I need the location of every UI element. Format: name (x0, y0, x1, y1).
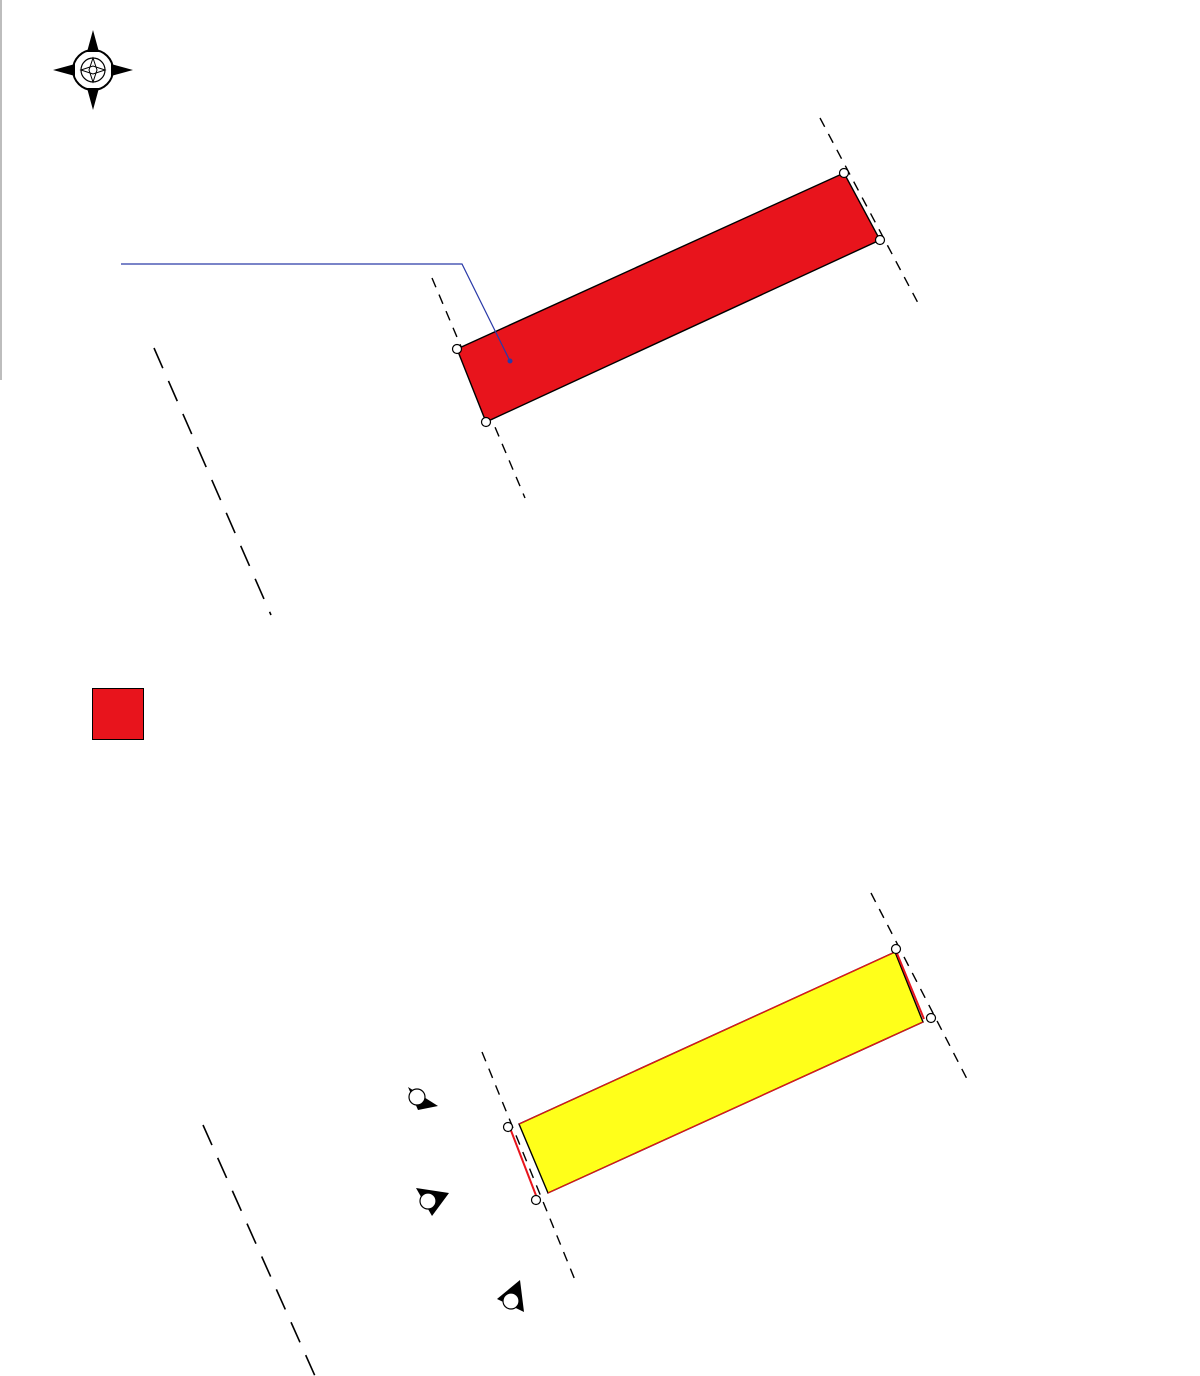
site-parcel[interactable] (519, 952, 923, 1193)
legend-swatch (92, 688, 144, 740)
road-line-top (154, 348, 271, 615)
viewpoint-1-icon[interactable] (408, 1087, 438, 1110)
coordinate-pointer (121, 264, 510, 361)
road-line-bottom (203, 1125, 315, 1376)
parcel-529[interactable] (457, 173, 880, 422)
compass-rose-icon (53, 30, 133, 110)
viewpoint-2-icon[interactable] (497, 1280, 524, 1312)
coordinate-point (508, 359, 513, 364)
viewpoint-3-icon[interactable] (416, 1188, 449, 1216)
